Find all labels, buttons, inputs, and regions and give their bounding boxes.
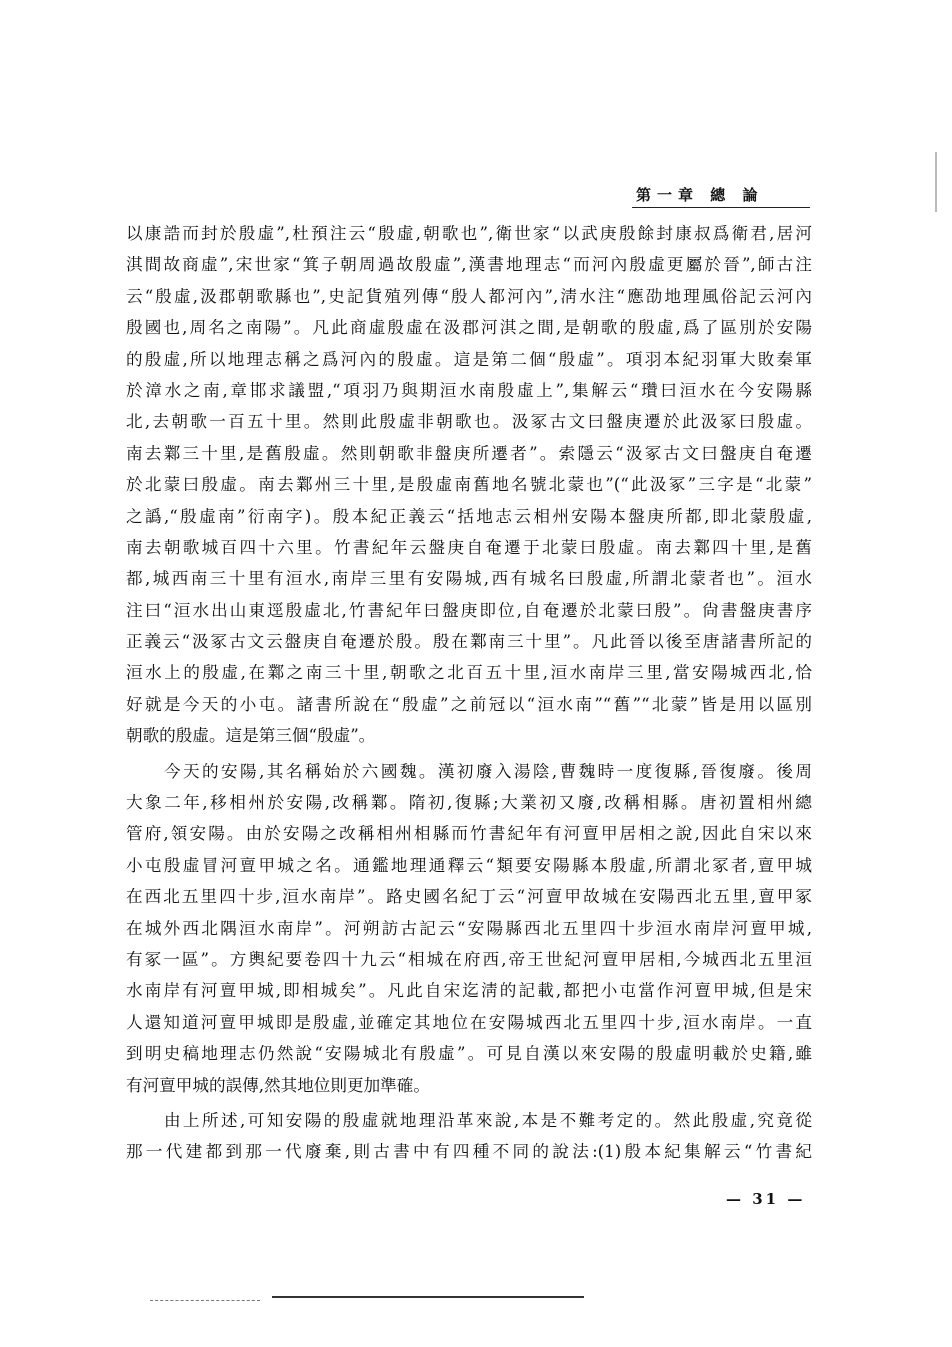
text-line: 在西北五里四十步,洹水南岸”。路史國名紀丁云“河亶甲故城在安陽西北五里,亶甲冢 — [126, 887, 812, 907]
paragraph-1 — [126, 218, 812, 752]
paragraph-3 — [126, 1105, 812, 1168]
body-text — [126, 218, 812, 1168]
text-line: 大象二年,移相州於安陽,改稱鄴。隋初,復縣;大業初又廢,改稱相縣。唐初置相州總 — [126, 793, 812, 813]
text-line: 之譌,“殷虛南”衍南字)。殷本紀正義云“括地志云相州安陽本盤庚所都,即北蒙殷虛, — [126, 506, 812, 526]
scan-artifact-edge — [935, 152, 937, 212]
text-line: 管府,領安陽。由於安陽之改稱相州相縣而竹書紀年有河亶甲居相之說,因此自宋以來 — [126, 824, 812, 844]
paragraph-2 — [126, 756, 812, 1101]
text-line: 人還知道河亶甲城即是殷虛,並確定其地位在安陽城西北五里四十步,洹水南岸。一直 — [126, 1012, 812, 1032]
text-line: 在城外西北隅洹水南岸”。河朔訪古記云“安陽縣西北五里四十步洹水南岸河亶甲城, — [126, 918, 812, 938]
text-line: 云“殷虛,汲郡朝歌縣也”,史記貨殖列傳“殷人都河內”,淸水注“應劭地理風俗記云河內 — [126, 286, 812, 306]
text-line: 殷國也,周名之南陽”。凡此商虛殷虛在汲郡河淇之間,是朝歌的殷虛,爲了區別於安陽 — [126, 318, 812, 338]
text-line: 於北蒙曰殷虛。南去鄴州三十里,是殷虛南舊地名號北蒙也”(“此汲冢”三字是“北蒙” — [126, 475, 812, 495]
text-line: 好就是今天的小屯。諸書所說在“殷虛”之前冠以“洹水南”“舊”“北蒙”皆是用以區別 — [126, 694, 812, 714]
text-line: 注曰“洹水出山東逕殷虛北,竹書紀年曰盤庚即位,自奄遷於北蒙曰殷”。尙書盤庚書序 — [126, 600, 812, 620]
scan-artifact-line — [272, 1296, 584, 1298]
header-rule — [632, 207, 810, 208]
text-line: 的殷虛,所以地理志稱之爲河內的殷虛。這是第二個“殷虛”。項羽本紀羽軍大敗秦軍 — [126, 349, 812, 369]
text-line: 由上所述,可知安陽的殷虛就地理沿革來說,本是不難考定的。然此殷虛,究竟從 — [126, 1110, 812, 1130]
text-line: 朝歌的殷虛。這是第三個“殷虛”。 — [126, 726, 376, 746]
text-line: 今天的安陽,其名稱始於六國魏。漢初廢入湯陰,曹魏時一度復縣,晉復廢。後周 — [126, 761, 812, 781]
text-line: 洹水上的殷虛,在鄴之南三十里,朝歌之北百五十里,洹水南岸三里,當安陽城西北,恰 — [126, 663, 812, 683]
text-line: 到明史稿地理志仍然說“安陽城北有殷虛”。可見自漢以來安陽的殷虛明載於史籍,雖 — [126, 1044, 812, 1064]
text-line: 都,城西南三十里有洹水,南岸三里有安陽城,西有城名曰殷虛,所謂北蒙者也”。洹水 — [126, 569, 812, 589]
text-line: 有冢一區”。方輿紀要卷四十九云“相城在府西,帝王世紀河亶甲居相,今城西北五里洹 — [126, 949, 812, 969]
text-line: 以康誥而封於殷虛”,杜預注云“殷虛,朝歌也”,衛世家“以武庚殷餘封康叔爲衛君,居河 — [126, 224, 812, 243]
text-line: 南去鄴三十里,是舊殷虛。然則朝歌非盤庚所遷者”。索隱云“汲冢古文曰盤庚自奄遷 — [126, 443, 812, 463]
text-line: 那一代建都到那一代廢棄,則古書中有四種不同的說法:(1)殷本紀集解云“竹書紀 — [126, 1142, 812, 1162]
text-line: 南去朝歌城百四十六里。竹書紀年云盤庚自奄遷于北蒙曰殷虛。南去鄴四十里,是舊 — [126, 537, 812, 557]
page-number: — 31 — — [726, 1190, 806, 1208]
text-line: 正義云“汲冢古文云盤庚自奄遷於殷。殷在鄴南三十里”。凡此晉以後至唐諸書所記的 — [126, 632, 812, 652]
text-line: 淇間故商虛”,宋世家“箕子朝周過故殷虛”,漢書地理志“而河內殷虛更屬於晉”,師古注 — [126, 255, 812, 275]
text-line: 小屯殷虛冒河亶甲城之名。通鑑地理通釋云“類要安陽縣本殷虛,所謂北冢者,亶甲城 — [126, 855, 812, 875]
text-line: 水南岸有河亶甲城,即相城矣”。凡此自宋迄淸的記載,都把小屯當作河亶甲城,但是宋 — [126, 981, 812, 1001]
text-line: 北,去朝歌一百五十里。然則此殷虛非朝歌也。汲冢古文曰盤庚遷於此汲冢曰殷虛。 — [126, 412, 812, 432]
text-line: 有河亶甲城的誤傳,然其地位則更加準確。 — [126, 1075, 430, 1095]
scan-artifact-dash — [150, 1300, 260, 1301]
text-line: 於漳水之南,章邯求議盟,“項羽乃與期洹水南殷虛上”,集解云“瓚曰洹水在今安陽縣 — [126, 380, 812, 400]
running-head: 第一章 總 論 — [636, 186, 764, 204]
